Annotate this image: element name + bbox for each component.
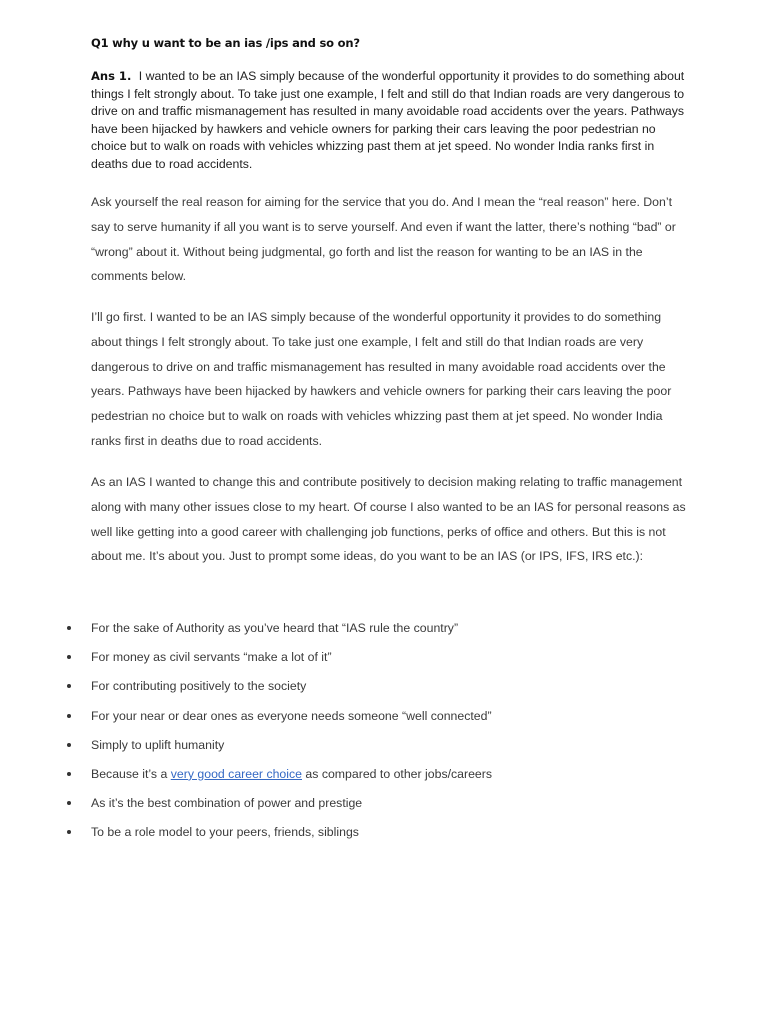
list-item-text: Simply to uplift humanity [91, 737, 225, 752]
list-item [62, 645, 702, 674]
list-item [62, 762, 702, 791]
paragraph-real-reason: Ask yourself the real reason for aiming for the service that you do. And I mean the “real reason” here. Don’t say to serve humanity if all you want is to serve yourself. And even if want the latter, there’s nothing “bad” or “wrong” about it. Without being judgmental, go forth and list the reason for wanting to be an IAS in the comments below. [91, 195, 676, 284]
list-item-text: For contributing positively to the society [91, 679, 307, 694]
bullet-icon [67, 830, 71, 834]
paragraph-ill-go-first: I’ll go first. I wanted to be an IAS simply because of the wonderful opportunity it provides to do something about things I felt strongly about. To take just one example, I felt and still do that Indian roads are very dangerous to drive on and traffic mismanagement has resulted in many avoidable road accidents over the years. Pathways have been hijacked by hawkers and vehicle owners for parking their cars leaving the poor pedestrian no choice but to walk on roads with vehicles whizzing past them at jet speed. No wonder India ranks first in deaths due to road accidents. [91, 310, 672, 448]
bullet-icon [67, 801, 71, 805]
list-item-suffix: as compared to other jobs/careers [302, 766, 493, 781]
list-item-prefix: Because it’s a [91, 766, 171, 781]
bullet-icon [67, 743, 71, 747]
list-item-text: For money as civil servants “make a lot of it” [91, 650, 332, 665]
list-item-text: For your near or dear ones as everyone needs someone “well connected” [91, 708, 492, 723]
list-item-text: For the sake of Authority as you’ve heard that “IAS rule the country” [91, 621, 459, 635]
answer-paragraph [91, 68, 686, 174]
list-item [62, 733, 702, 762]
question-heading: Q1 why u want to be an ias /ips and so on? [91, 36, 360, 50]
list-item [62, 820, 702, 849]
bullet-icon [67, 772, 71, 776]
reasons-list [62, 616, 702, 850]
bullet-icon [67, 655, 71, 659]
answer-text: I wanted to be an IAS simply because of the wonderful opportunity it provides to do something about things I felt strongly about. To take just one example, I felt and still do that Indian roads are very dangerous to drive on and traffic mismanagement has resulted in many avoidable road accidents over the years. Pathways have been hijacked by hawkers and vehicle owners for parking their cars leaving the poor pedestrian no choice but to walk on roads with vehicles whizzing past them at jet speed. No wonder India ranks first in deaths due to road accidents. [91, 69, 685, 171]
list-item [62, 704, 702, 733]
bullet-icon [67, 626, 71, 630]
list-item-text [91, 762, 492, 786]
list-item-text: As it’s the best combination of power and prestige [91, 796, 363, 811]
paragraph-as-an-ias: As an IAS I wanted to change this and contribute positively to decision making relating to traffic management along with many other issues close to my heart. Of course I also wanted to be an IAS for personal reasons as well like getting into a good career with challenging job functions, perks of office and others. But this is not about me. It’s about you. Just to prompt some ideas, do you want to be an IAS (or IPS, IFS, IRS etc.): [91, 475, 686, 564]
list-item [62, 616, 702, 645]
bullet-icon [67, 714, 71, 718]
list-item-text: To be a role model to your peers, friends, siblings [91, 825, 359, 840]
bullet-icon [67, 684, 71, 688]
list-item [62, 791, 702, 820]
career-choice-link[interactable]: very good career choice [170, 766, 302, 781]
list-item [62, 674, 702, 703]
answer-label: Ans 1. [91, 69, 132, 83]
